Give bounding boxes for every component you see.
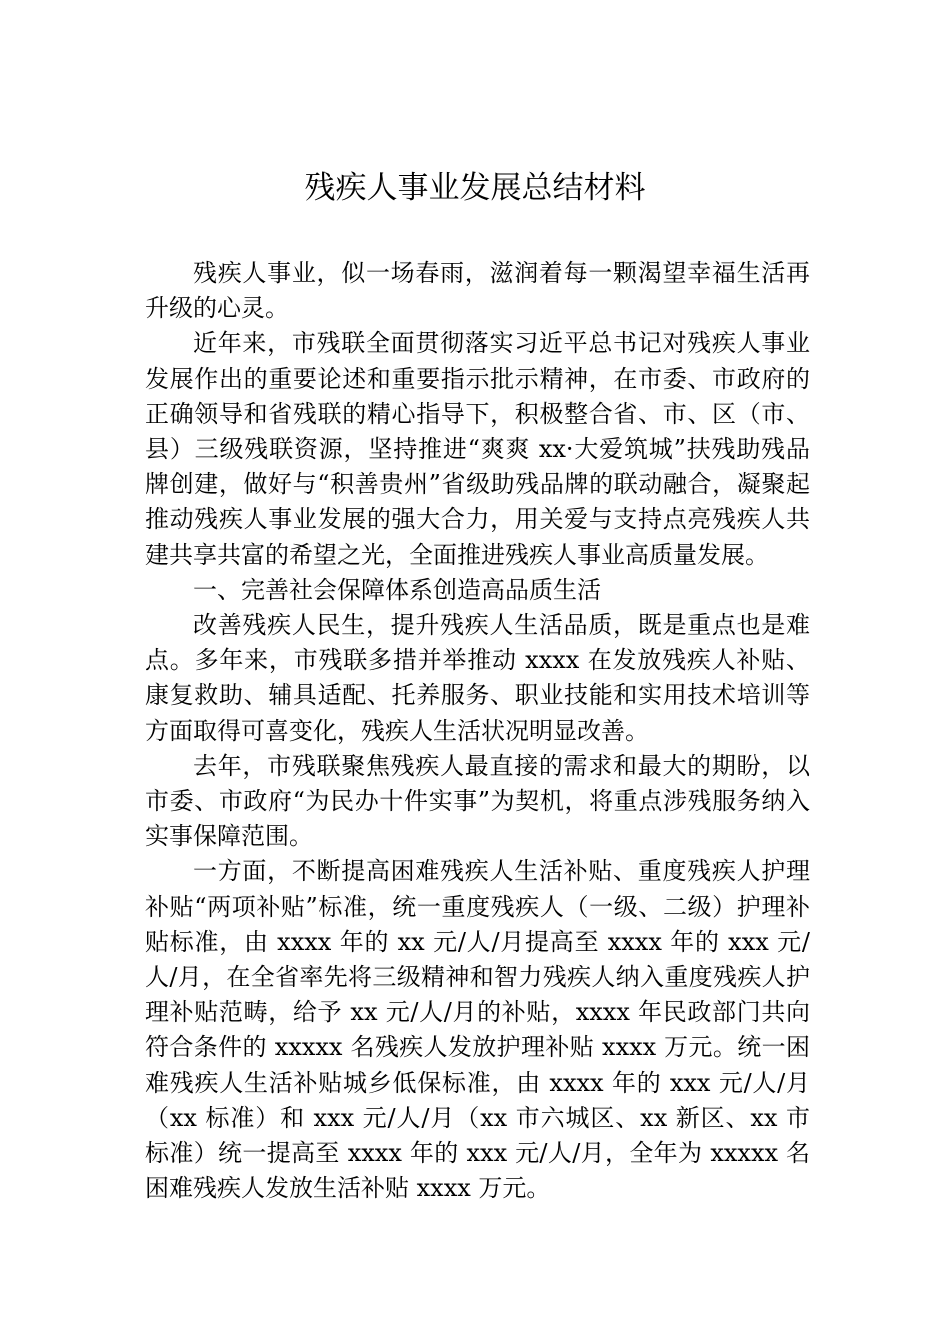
section-heading: 一、完善社会保障体系创造高品质生活 <box>193 575 601 604</box>
paragraph-livelihood: 改善残疾人民生，提升残疾人生活品质，既是重点也是难点。多年来，市残联多措并举推动 xxxx 在发放残疾人补贴、康复救助、辅具适配、托养服务、职业技能和实用技术培训等方面取得可喜变化，残疾人生活状况明显改善。 <box>145 611 810 745</box>
paragraph-overview: 近年来，市残联全面贯彻落实习近平总书记对残疾人事业发展作出的重要论述和重要指示批示精神，在市委、市政府的正确领导和省残联的精心指导下，积极整合省、市、区（市、县）三级残联资源，坚持推进“爽爽 xx·大爱筑城”扶残助残品牌创建，做好与“积善贵州”省级助残品牌的联动融合，凝聚起推动残疾人事业发展的强大合力，用关爱与支持点亮残疾人共建共享共富的希望之光，全面推进残疾人事业高质量发展。 <box>145 329 810 569</box>
paragraph-subsidies: 一方面，不断提高困难残疾人生活补贴、重度残疾人护理补贴“两项补贴”标准，统一重度残疾人（一级、二级）护理补贴标准，由 xxxx 年的 xx 元/人/月提高至 xxxx 年的 xxx 元/人/月，在全省率先将三级精神和智力残疾人纳入重度残疾人护理补贴范畴，给予 xx 元/人/月的补贴，xxxx 年民政部门共向符合条件的 xxxxx 名残疾人发放护理补贴 xxxx 万元。统一困难残疾人生活补贴城乡低保标准，由 xxxx 年的 xxx 元/人/月（xx 标准）和 xxx 元/人/月（xx 市六城区、xx 新区、xx 市标准）统一提高至 xxxx 年的 xxx 元/人/月，全年为 xxxxx 名困难残疾人发放生活补贴 xxxx 万元。 <box>145 857 810 1203</box>
document-title: 残疾人事业发展总结材料 <box>304 170 646 206</box>
paragraph-last-year: 去年，市残联聚焦残疾人最直接的需求和最大的期盼，以市委、市政府“为民办十件实事”为契机，将重点涉残服务纳入实事保障范围。 <box>145 751 810 851</box>
document-body <box>145 256 810 1206</box>
paragraph-intro: 残疾人事业，似一场春雨，滋润着每一颗渴望幸福生活再升级的心灵。 <box>145 259 810 323</box>
